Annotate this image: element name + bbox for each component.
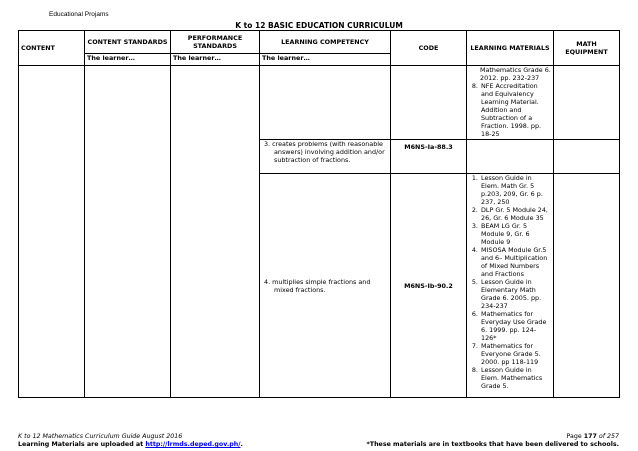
footer-textbook-note: *These materials are in textbooks that have been delivered to schools. bbox=[366, 441, 619, 448]
list-item: 5. Lesson Guide in Elementary Math Grade 6. 2005. pp. 234-237 bbox=[480, 278, 551, 310]
educational-projams-note: Educational Projams bbox=[49, 11, 109, 18]
code-cell: M6NS-Ib-90.2 bbox=[391, 174, 467, 398]
competency-cell bbox=[260, 66, 391, 140]
list-item: 7. Mathematics for Everyone Grade 5. 2000. pp 118-119 bbox=[480, 342, 551, 366]
footer-guide-title: K to 12 Mathematics Curriculum Guide August 2016 bbox=[18, 433, 183, 440]
materials-list bbox=[469, 82, 551, 138]
page-total: of 257 bbox=[596, 433, 619, 440]
column-header-content-standards: CONTENT STANDARDS bbox=[85, 31, 171, 54]
list-item: 3. BEAM LG Gr. 5 Module 9, Gr. 6 Module 9 bbox=[480, 222, 551, 246]
table-row bbox=[19, 66, 620, 140]
competency-cell: 4. multiplies simple fractions and mixed fractions. bbox=[260, 174, 391, 398]
list-item: 4. MISOSA Module Gr.5 and 6– Multiplication of Mixed Numbers and Fractions bbox=[480, 246, 551, 278]
list-item: 8. NFE Accreditation and Equivalency Learning Material. Addition and Subtraction of a Fraction. 1998. pp. 18-25 bbox=[480, 82, 551, 138]
competency-cell: 3. creates problems (with reasonable answers) involving addition and/or subtraction of fractions. bbox=[260, 140, 391, 174]
lrmds-link[interactable]: http://lrmds.deped.gov.ph/ bbox=[145, 441, 241, 448]
header-row bbox=[19, 31, 620, 54]
list-item: 8. Lesson Guide in Elem. Mathematics Grade 5. bbox=[480, 366, 551, 390]
learning-materials-cell bbox=[467, 66, 554, 140]
curriculum-table bbox=[18, 30, 620, 398]
subheader-content-standards: The learner… bbox=[85, 54, 171, 66]
learning-materials-cell bbox=[467, 174, 554, 398]
math-equipment-cell bbox=[554, 66, 620, 140]
column-header-performance-standards: PERFORMANCE STANDARDS bbox=[171, 31, 260, 54]
column-header-content: CONTENT bbox=[19, 31, 85, 66]
subheader-performance-standards: The learner… bbox=[171, 54, 260, 66]
column-header-math-equipment: MATH EQUIPMENT bbox=[554, 31, 620, 66]
page-current: 177 bbox=[583, 433, 597, 440]
footer-uploaded-prefix: Learning Materials are uploaded at bbox=[18, 441, 146, 448]
column-header-learning-competency: LEARNING COMPETENCY bbox=[260, 31, 391, 54]
math-equipment-cell bbox=[554, 140, 620, 174]
list-item: 1. Lesson Guide in Elem. Math Gr. 5 p.203, 209, Gr. 6 p. 237, 250 bbox=[480, 174, 551, 206]
math-equipment-cell bbox=[554, 174, 620, 398]
code-cell bbox=[391, 66, 467, 140]
footer-materials-note bbox=[18, 441, 243, 448]
column-header-code: CODE bbox=[391, 31, 467, 66]
learning-materials-cell bbox=[467, 140, 554, 174]
footer-uploaded-suffix: . bbox=[240, 441, 243, 448]
column-header-learning-materials: LEARNING MATERIALS bbox=[467, 31, 554, 66]
materials-list bbox=[469, 174, 551, 390]
page-number bbox=[567, 433, 620, 440]
materials-continued-text: Mathematics Grade 6. 2012. pp. 232-237 bbox=[480, 66, 551, 82]
document-title: K to 12 BASIC EDUCATION CURRICULUM bbox=[235, 21, 403, 30]
list-item: 2. DLP Gr. 5 Module 24, 26, Gr. 6 Module 35 bbox=[480, 206, 551, 222]
page-label: Page bbox=[566, 433, 584, 440]
content-standards-cell bbox=[85, 66, 171, 398]
performance-standards-cell bbox=[171, 66, 260, 398]
subheader-learning-competency: The learner… bbox=[260, 54, 391, 66]
content-cell bbox=[19, 66, 85, 398]
code-cell: M6NS-Ia-88.3 bbox=[391, 140, 467, 174]
list-item: 6. Mathematics for Everyday Use Grade 6. 1999. pp. 124-126* bbox=[480, 310, 551, 342]
